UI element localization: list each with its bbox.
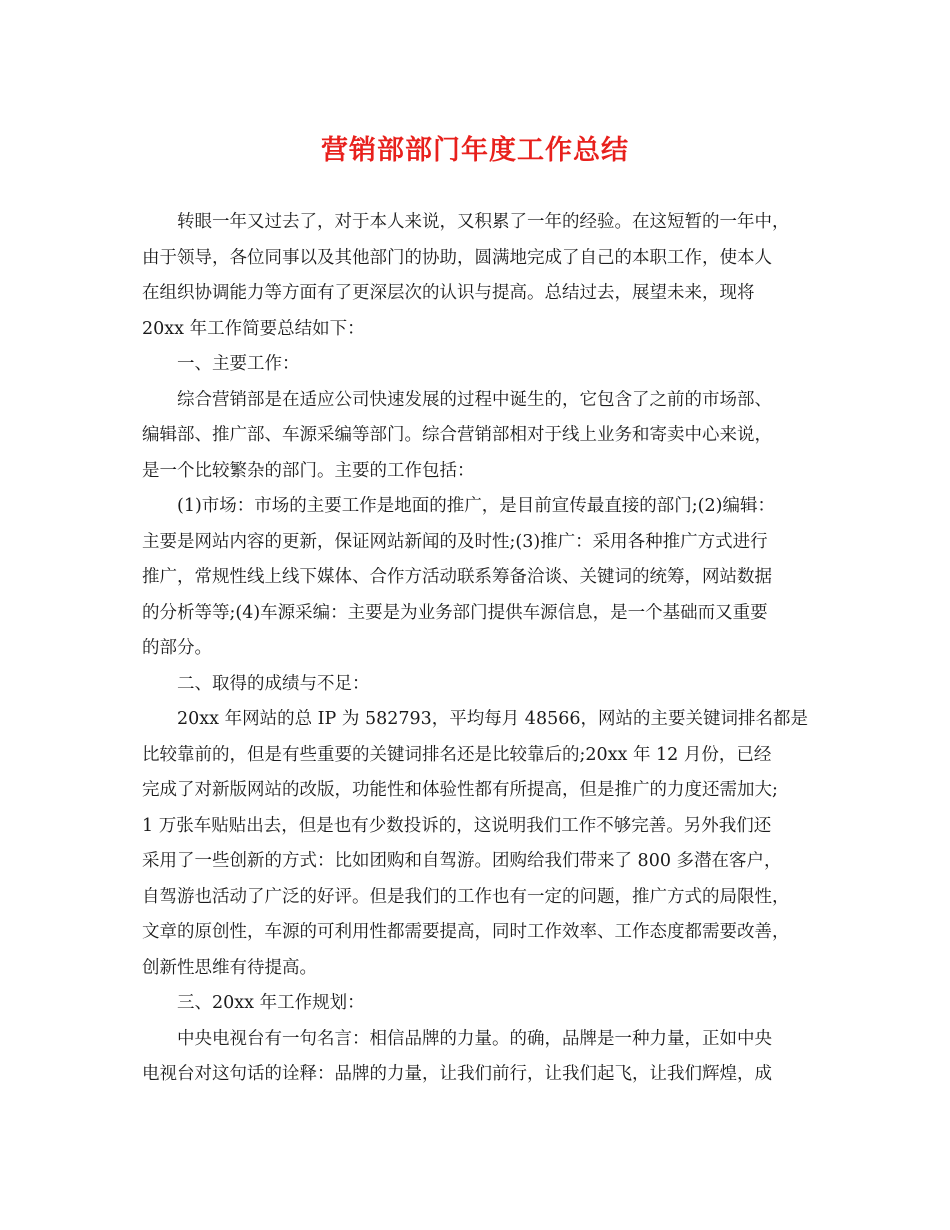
document-title: 营销部部门年度工作总结 [321,135,629,166]
text-line: 主要是网站内容的更新，保证网站新闻的及时性;(3)推广：采用各种推广方式进行 [142,531,768,552]
text-line: 是一个比较繁杂的部门。主要的工作包括： [142,460,475,481]
text-line: 1 万张车贴贴出去，但是也有少数投诉的，这说明我们工作不够完善。另外我们还 [142,815,772,836]
document-body [142,205,814,1093]
text-line: 20xx 年网站的总 IP 为 582793，平均每月 48566，网站的主要关键词排名都是 [177,709,808,729]
text-line: 比较靠前的，但是有些重要的关键词排名还是比较靠后的;20xx 年 12 月份，已经 [142,744,772,765]
text-line: 综合营销部是在适应公司快速发展的过程中诞生的，它包含了之前的市场部、 [177,389,772,410]
text-line: 一、主要工作： [177,354,300,374]
text-line: 自驾游也活动了广泛的好评。但是我们的工作也有一定的问题，推广方式的局限性， [142,886,790,907]
text-line: 完成了对新版网站的改版，功能性和体验性都有所提高，但是推广的力度还需加大; [142,780,778,800]
text-line: 文章的原创性，车源的可利用性都需要提高，同时工作效率、工作态度都需要改善， [142,922,790,942]
text-line: 中央电视台有一句名言：相信品牌的力量。的确，品牌是一种力量，正如中央 [177,1028,772,1049]
text-line: 在组织协调能力等方面有了更深层次的认识与提高。总结过去，展望未来，现将 [142,283,755,303]
text-line: (1)市场：市场的主要工作是地面的推广，是目前宣传最直接的部门;(2)编辑： [177,496,775,516]
text-line: 创新性思维有待提高。 [142,957,317,978]
text-line: 三、20xx 年工作规划： [177,993,365,1013]
text-line: 电视台对这句话的诠释：品牌的力量，让我们前行，让我们起飞，让我们辉煌，成 [142,1064,772,1084]
text-line: 二、取得的成绩与不足： [177,673,370,694]
text-line: 的分析等等;(4)车源采编：主要是为业务部门提供车源信息，是一个基础而又重要 [142,602,768,623]
text-line: 推广，常规性线上线下媒体、合作方活动联系筹备洽谈、关键词的统筹，网站数据 [142,567,772,587]
text-line: 采用了一些创新的方式：比如团购和自驾游。团购给我们带来了 800 多潜在客户， [142,851,782,871]
text-line: 转眼一年又过去了，对于本人来说，又积累了一年的经验。在这短暂的一年中， [177,212,790,232]
text-line: 编辑部、推广部、车源采编等部门。综合营销部相对于线上业务和寄卖中心来说， [142,425,772,445]
text-line: 20xx 年工作简要总结如下： [142,318,365,339]
text-line: 的部分。 [142,638,212,658]
text-line: 由于领导，各位同事以及其他部门的协助，圆满地完成了自己的本职工作，使本人 [142,247,772,268]
